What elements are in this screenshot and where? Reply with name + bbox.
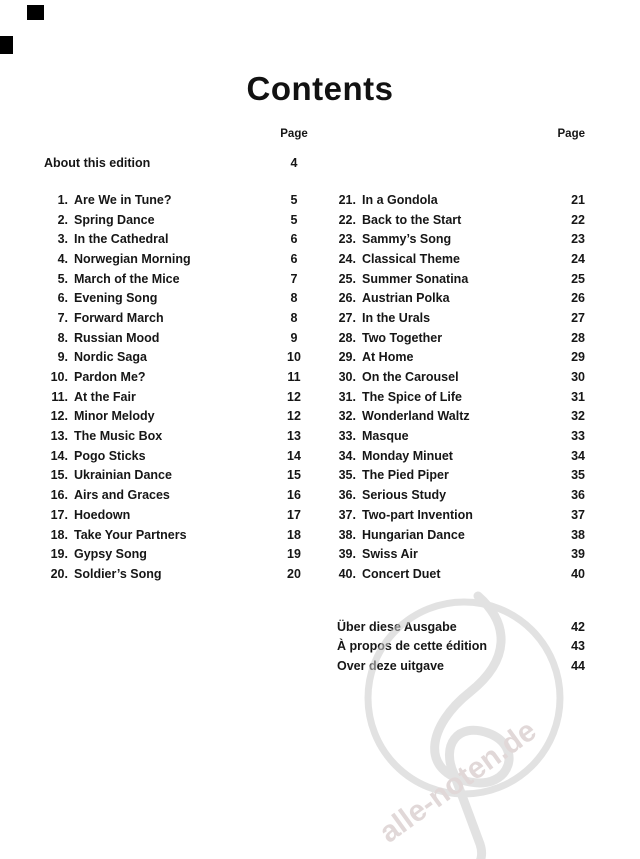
toc-entry-number: 29. (338, 350, 356, 365)
toc-entry-title: Two Together (362, 330, 443, 345)
toc-entry-title: Hoedown (74, 507, 131, 522)
toc-entry (44, 229, 316, 249)
toc-entry-page: 28 (571, 330, 585, 345)
toc-entry-number: 17. (50, 507, 68, 522)
edition-note-page: 42 (571, 619, 585, 634)
toc-entry-page: 24 (571, 251, 585, 266)
toc-entry-number: 24. (338, 251, 356, 266)
watermark-text: alle-noten.de (373, 713, 543, 850)
toc-entry-page: 8 (290, 310, 298, 325)
toc-entry-number: 4. (57, 251, 68, 266)
toc-entry-title: Are We in Tune? (74, 192, 172, 207)
toc-entry-number: 16. (50, 488, 68, 503)
toc-entry-title: Monday Minuet (362, 448, 453, 463)
toc-entry-number: 12. (50, 409, 68, 424)
toc-entry (330, 387, 585, 407)
registration-mark-top (27, 5, 44, 20)
toc-entry-page: 16 (287, 488, 301, 503)
toc-entry-page: 32 (571, 409, 585, 424)
toc-entry-page: 5 (290, 192, 298, 207)
toc-entry (44, 348, 316, 368)
toc-entry-title: In a Gondola (362, 192, 438, 207)
toc-entry-title: Evening Song (74, 291, 158, 306)
toc-entry-title: The Spice of Life (362, 389, 463, 404)
toc-entry-title: Wonderland Waltz (362, 409, 470, 424)
toc-entry-title: Swiss Air (362, 547, 418, 562)
toc-entry-page: 27 (571, 310, 585, 325)
toc-entry (330, 210, 585, 230)
toc-entry (44, 485, 316, 505)
toc-entry-number: 25. (338, 271, 356, 286)
toc-entry-title: Sammy’s Song (362, 232, 452, 247)
toc-entry-number: 15. (50, 468, 68, 483)
toc-entry-number: 34. (338, 448, 356, 463)
toc-entry-title: Back to the Start (362, 212, 462, 227)
toc-entry-number: 10. (50, 370, 68, 385)
edition-note-label: À propos de cette édition (337, 639, 488, 654)
toc-entry-title: Serious Study (362, 488, 447, 503)
toc-entry-page: 9 (290, 330, 298, 345)
toc-entry-title: The Pied Piper (362, 468, 449, 483)
edition-note-row (337, 637, 585, 657)
toc-entry (44, 544, 316, 564)
toc-entry (330, 367, 585, 387)
toc-entry (44, 367, 316, 387)
toc-entry (330, 407, 585, 427)
toc-entry-page: 39 (571, 547, 585, 562)
toc-entry-number: 19. (50, 547, 68, 562)
toc-entry-title: Austrian Polka (362, 291, 450, 306)
toc-entry (330, 505, 585, 525)
toc-entry-number: 36. (338, 488, 356, 503)
edition-note-row (337, 656, 585, 676)
toc-entry-number: 8. (57, 330, 68, 345)
toc-entry-number: 30. (338, 370, 356, 385)
toc-entry-number: 26. (338, 291, 356, 306)
toc-entry-number: 33. (338, 429, 356, 444)
toc-entry (330, 190, 585, 210)
toc-entry-title: Russian Mood (74, 330, 160, 345)
toc-entry (330, 485, 585, 505)
toc-entry (330, 308, 585, 328)
toc-entry-page: 38 (571, 527, 585, 542)
toc-entry (330, 525, 585, 545)
toc-entry (330, 348, 585, 368)
toc-entry-title: Concert Duet (362, 566, 441, 581)
toc-entry-title: Norwegian Morning (74, 251, 191, 266)
toc-entry-title: March of the Mice (74, 271, 180, 286)
toc-entry-title: Nordic Saga (74, 350, 147, 365)
toc-entry-page: 14 (287, 448, 301, 463)
toc-entry-number: 40. (338, 566, 356, 581)
toc-entry-title: Gypsy Song (74, 547, 147, 562)
toc-entry-page: 22 (571, 212, 585, 227)
toc-entry-page: 36 (571, 488, 585, 503)
about-label: About this edition (44, 156, 151, 170)
toc-entry-page: 13 (287, 429, 301, 444)
toc-entry (44, 466, 316, 486)
edition-note-page: 43 (571, 639, 585, 654)
toc-entry-title: Summer Sonatina (362, 271, 469, 286)
toc-entry (330, 288, 585, 308)
toc-entry-page: 37 (571, 507, 585, 522)
toc-entry (330, 328, 585, 348)
toc-entry (44, 249, 316, 269)
edition-note-row (337, 617, 585, 637)
toc-entry-number: 21. (338, 192, 356, 207)
toc-entry-page: 33 (571, 429, 585, 444)
toc-entry-number: 7. (57, 310, 68, 325)
edition-notes-list (337, 617, 585, 676)
toc-entry-page: 8 (290, 291, 298, 306)
toc-entry-number: 35. (338, 468, 356, 483)
toc-entry-title: Airs and Graces (74, 488, 170, 503)
toc-entry-number: 27. (338, 310, 356, 325)
toc-entry-title: Pogo Sticks (74, 448, 146, 463)
about-page-number: 4 (290, 156, 298, 170)
toc-entry-page: 12 (287, 389, 301, 404)
toc-entry (330, 269, 585, 289)
toc-entry-page: 29 (571, 350, 585, 365)
toc-entry-number: 23. (338, 232, 356, 247)
toc-entry-page: 31 (571, 389, 585, 404)
toc-entry-number: 18. (50, 527, 68, 542)
edition-note-label: Über diese Ausgabe (337, 619, 457, 634)
toc-entry-page: 35 (571, 468, 585, 483)
toc-entry-page: 26 (571, 291, 585, 306)
toc-entry-title: Forward March (74, 310, 164, 325)
toc-entry-page: 12 (287, 409, 301, 424)
edition-note-page: 44 (571, 658, 585, 673)
page-column-header-left: Page (280, 128, 308, 140)
toc-entry-title: Hungarian Dance (362, 527, 465, 542)
toc-entry-number: 31. (338, 389, 356, 404)
toc-entry-page: 20 (287, 566, 301, 581)
page-title: Contents (246, 70, 394, 107)
toc-entry (44, 387, 316, 407)
toc-entry-number: 2. (57, 212, 68, 227)
toc-entry (44, 210, 316, 230)
toc-entry-title: On the Carousel (362, 370, 459, 385)
toc-entry (44, 505, 316, 525)
toc-entry-page: 6 (290, 251, 298, 266)
toc-entry (330, 249, 585, 269)
toc-entry-page: 18 (287, 527, 301, 542)
toc-entry-number: 1. (57, 192, 68, 207)
toc-entry-number: 9. (57, 350, 68, 365)
toc-entry-title: Ukrainian Dance (74, 468, 172, 483)
toc-entry-page: 6 (290, 232, 298, 247)
toc-entry-number: 28. (338, 330, 356, 345)
toc-entry (44, 308, 316, 328)
toc-entry-page: 15 (287, 468, 301, 483)
toc-entry (330, 466, 585, 486)
toc-entry-page: 21 (571, 192, 585, 207)
toc-entry-title: At Home (362, 350, 414, 365)
toc-entry-title: In the Urals (362, 310, 431, 325)
toc-column-left (44, 190, 316, 584)
toc-entry-number: 37. (338, 507, 356, 522)
toc-entry (44, 426, 316, 446)
toc-entry-number: 38. (338, 527, 356, 542)
toc-entry (44, 288, 316, 308)
toc-entry-page: 40 (571, 566, 585, 581)
toc-entry-number: 5. (57, 271, 68, 286)
toc-entry-title: Classical Theme (362, 251, 460, 266)
about-this-edition-row (44, 156, 316, 170)
toc-entry-number: 13. (50, 429, 68, 444)
toc-entry-page: 25 (571, 271, 585, 286)
edition-note-label: Over deze uitgave (337, 658, 444, 673)
toc-entry-title: Masque (362, 429, 409, 444)
toc-entry-number: 6. (57, 291, 68, 306)
toc-entry-page: 10 (287, 350, 301, 365)
toc-entry-page: 11 (287, 370, 301, 385)
toc-entry-page: 17 (287, 507, 301, 522)
toc-entry (44, 564, 316, 584)
toc-entry (44, 328, 316, 348)
toc-entry-title: Minor Melody (74, 409, 155, 424)
toc-entry-number: 11. (51, 389, 68, 404)
toc-entry-title: Spring Dance (74, 212, 155, 227)
toc-entry-title: Pardon Me? (74, 370, 146, 385)
toc-entry-title: Take Your Partners (74, 527, 187, 542)
toc-entry-title: In the Cathedral (74, 232, 169, 247)
page-column-header-right: Page (557, 128, 585, 140)
toc-entry (330, 544, 585, 564)
toc-entry-number: 14. (50, 448, 68, 463)
toc-entry-title: At the Fair (74, 389, 136, 404)
toc-entry-number: 39. (338, 547, 356, 562)
toc-entry-page: 30 (571, 370, 585, 385)
toc-entry (330, 229, 585, 249)
toc-entry (330, 446, 585, 466)
toc-entry-page: 19 (287, 547, 301, 562)
toc-entry (44, 190, 316, 210)
toc-entry (44, 525, 316, 545)
toc-column-right (330, 190, 585, 584)
toc-entry-number: 22. (338, 212, 356, 227)
toc-entry-title: Two-part Invention (362, 507, 473, 522)
toc-entry-page: 7 (290, 271, 298, 286)
toc-entry-number: 3. (57, 232, 68, 247)
toc-entry-title: Soldier’s Song (74, 566, 162, 581)
toc-entry-page: 23 (571, 232, 585, 247)
toc-entry (330, 426, 585, 446)
toc-entry (44, 446, 316, 466)
toc-entry (44, 269, 316, 289)
toc-entry (44, 407, 316, 427)
toc-entry-page: 34 (571, 448, 585, 463)
toc-entry (330, 564, 585, 584)
toc-entry-number: 32. (338, 409, 356, 424)
toc-entry-title: The Music Box (74, 429, 163, 444)
toc-entry-page: 5 (290, 212, 298, 227)
registration-mark-side (0, 36, 13, 54)
toc-entry-number: 20. (50, 566, 68, 581)
